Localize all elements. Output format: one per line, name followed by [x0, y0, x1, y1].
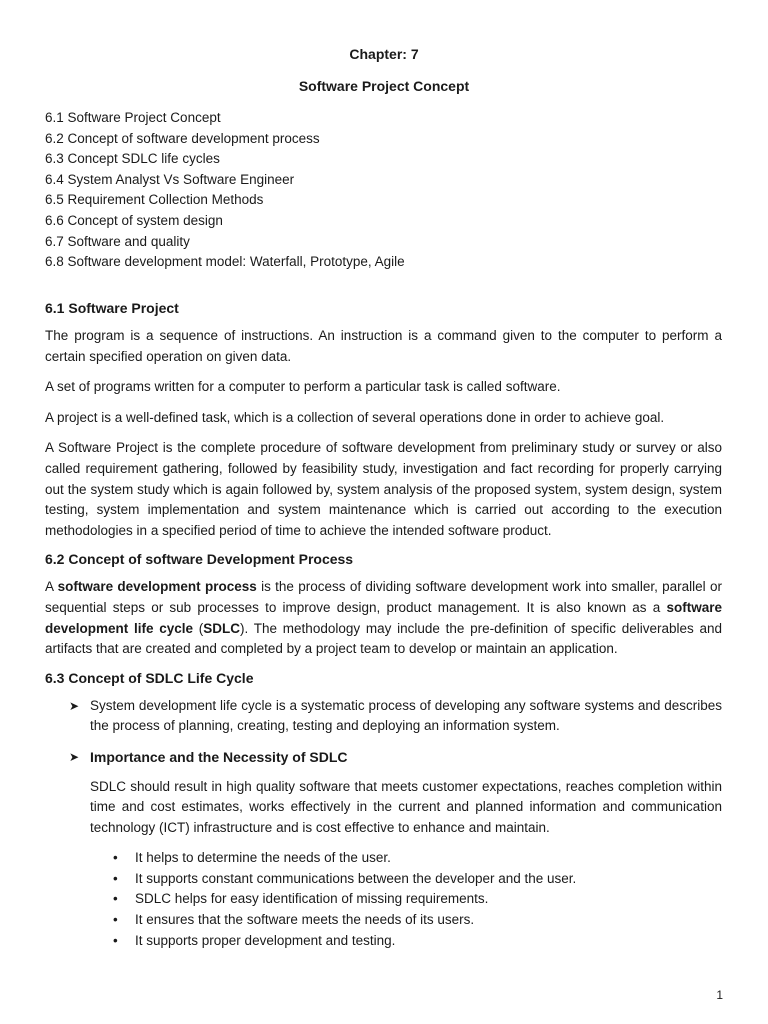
text-run: ). The methodology may include the pre-definition of specific deliverables and artifacts that are created and completed by a project team to develop or maintain an application.: [45, 620, 722, 657]
bold-term: software development process: [57, 579, 257, 595]
section-heading-6-1: 6.1 Software Project: [45, 300, 179, 316]
list-item: [113, 869, 722, 890]
chapter-label: Chapter: 7: [349, 46, 419, 62]
section-heading-6-2: 6.2 Concept of software Development Process: [45, 551, 354, 568]
page-number: 1: [716, 988, 723, 1002]
chapter-title: Software Project Concept: [298, 78, 470, 94]
toc-item: 6.3 Concept SDLC life cycles: [45, 151, 220, 167]
toc-item: 6.6 Concept of system design: [45, 212, 223, 228]
bold-term: SDLC: [203, 620, 241, 636]
bullet-icon: •: [113, 870, 118, 886]
arrow-item-text: System development life cycle is a systematic process of developing any software systems and describes the process of planning, creating, testing and deploying an information system.: [90, 697, 722, 734]
paragraph: A Software Project is the complete procedure of software development from preliminary study or survey or also called requirement gathering, followed by feasibility study, investigation and fact recording for properly carrying out the system study which is again followed by, system analysis of the proposed system, system design, system testing, system implementation and system maintenance which is carried out according to the execution methodologies in a specified period of time to achieve the intended software product.: [45, 440, 722, 538]
toc-item: 6.7 Software and quality: [45, 233, 190, 249]
toc-item: 6.2 Concept of software development process: [45, 130, 320, 146]
arrow-bullet-icon: ➤: [69, 698, 80, 713]
list-item-text: It supports proper development and testing.: [135, 932, 396, 948]
bullet-icon: •: [113, 850, 118, 866]
list-item: [113, 931, 722, 952]
list-item-text: SDLC helps for easy identification of missing requirements.: [135, 891, 489, 907]
main-content: [45, 300, 722, 951]
arrow-list-item: [45, 747, 722, 769]
list-item: [113, 889, 722, 910]
arrow-bullet-icon: ➤: [69, 749, 80, 764]
text-run: A: [45, 579, 58, 595]
paragraph: A set of programs written for a computer to perform a particular task is called software.: [45, 379, 561, 395]
bullet-icon: •: [113, 891, 118, 907]
paragraph: A project is a well-defined task, which is a collection of several operations done in order to achieve goal.: [45, 409, 665, 425]
toc-item: 6.8 Software development model: Waterfall, Prototype, Agile: [45, 254, 405, 270]
toc-item: 6.4 System Analyst Vs Software Engineer: [45, 171, 295, 187]
list-item: [113, 848, 722, 869]
section-heading-6-3: 6.3 Concept of SDLC Life Cycle: [45, 669, 254, 686]
arrow-list-item: [45, 696, 722, 737]
arrow-list: [45, 696, 722, 769]
list-item-text: It helps to determine the needs of the user.: [135, 850, 391, 866]
bold-term: software development life cycle: [45, 599, 722, 636]
paragraph: The program is a sequence of instructions. An instruction is a command given to the computer to perform a certain specified operation on given data.: [45, 328, 722, 364]
sub-heading: Importance and the Necessity of SDLC: [90, 748, 348, 765]
paragraph-sdlc-definition: [45, 577, 722, 659]
bullet-icon: •: [113, 912, 118, 928]
text-run: is the process of dividing software development work into smaller, parallel or sequential steps or sub processes to improve design, product management. It is also known as a: [45, 579, 722, 615]
bullet-icon: •: [113, 932, 118, 948]
list-item-text: It supports constant communications between the developer and the user.: [135, 870, 577, 886]
paragraph-importance: SDLC should result in high quality software that meets customer expectations, reaches completion within time and cost estimates, works effectively in the current and planned information and communication technology (ICT) infrastructure and is cost effective to enhance and maintain.: [90, 778, 722, 835]
list-item-text: It ensures that the software meets the needs of its users.: [135, 912, 475, 928]
toc-item: 6.5 Requirement Collection Methods: [45, 192, 264, 208]
toc-item: 6.1 Software Project Concept: [45, 110, 221, 125]
text-run: (: [193, 620, 204, 636]
list-item: [113, 910, 722, 931]
bullet-list: [45, 848, 722, 951]
table-of-contents: [45, 108, 405, 273]
